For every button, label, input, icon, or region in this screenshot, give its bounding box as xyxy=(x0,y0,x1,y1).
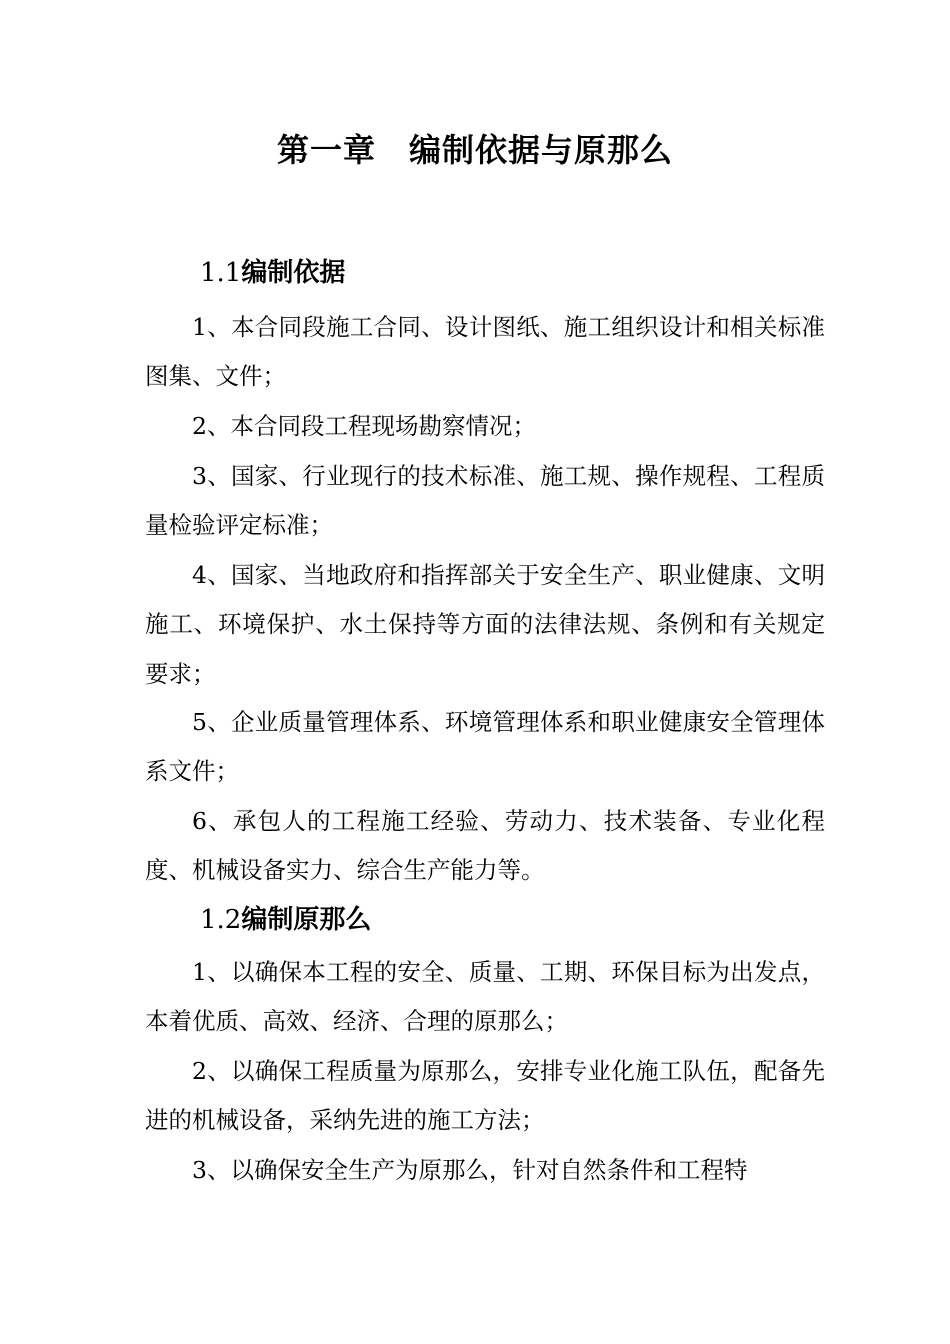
paragraph-1-1-5: 5、企业质量管理体系、环境管理体系和职业健康安全管理体系文件； xyxy=(145,708,825,786)
section-heading-1-2 xyxy=(200,902,371,938)
section-number: 1.2 xyxy=(200,905,242,935)
section-title: 编制依据 xyxy=(241,258,346,288)
paragraph-1-2-3: 3、以确保安全生产为原那么，针对自然条件和工程特 xyxy=(192,1156,748,1184)
paragraph-1-1-3: 3、国家、行业现行的技术标准、施工规、操作规程、工程质量检验评定标准； xyxy=(145,462,825,540)
paragraph-1-1-2: 2、本合同段工程现场勘察情况； xyxy=(192,412,536,440)
section-heading-1-1 xyxy=(200,255,345,291)
chapter-title: 第一章 编制依据与原那么 xyxy=(276,131,673,169)
paragraph-1-1-6: 6、承包人的工程施工经验、劳动力、技术装备、专业化程度、机械设备实力、综合生产能力等。 xyxy=(145,807,825,885)
section-title: 编制原那么 xyxy=(241,905,372,935)
section-number: 1.1 xyxy=(200,258,242,288)
paragraph-1-2-1: 1、以确保本工程的安全、质量、工期、环保目标为出发点，本着优质、高效、经济、合理的原那么； xyxy=(145,958,825,1036)
paragraph-1-2-2: 2、以确保工程质量为原那么，安排专业化施工队伍，配备先进的机械设备，采纳先进的施工方法； xyxy=(145,1057,825,1135)
paragraph-1-1-4: 4、国家、当地政府和指挥部关于安全生产、职业健康、文明施工、环境保护、水土保持等方面的法律法规、条例和有关规定要求； xyxy=(145,561,825,688)
paragraph-1-1-1: 1、本合同段施工合同、设计图纸、施工组织设计和相关标准图集、文件； xyxy=(145,313,825,391)
